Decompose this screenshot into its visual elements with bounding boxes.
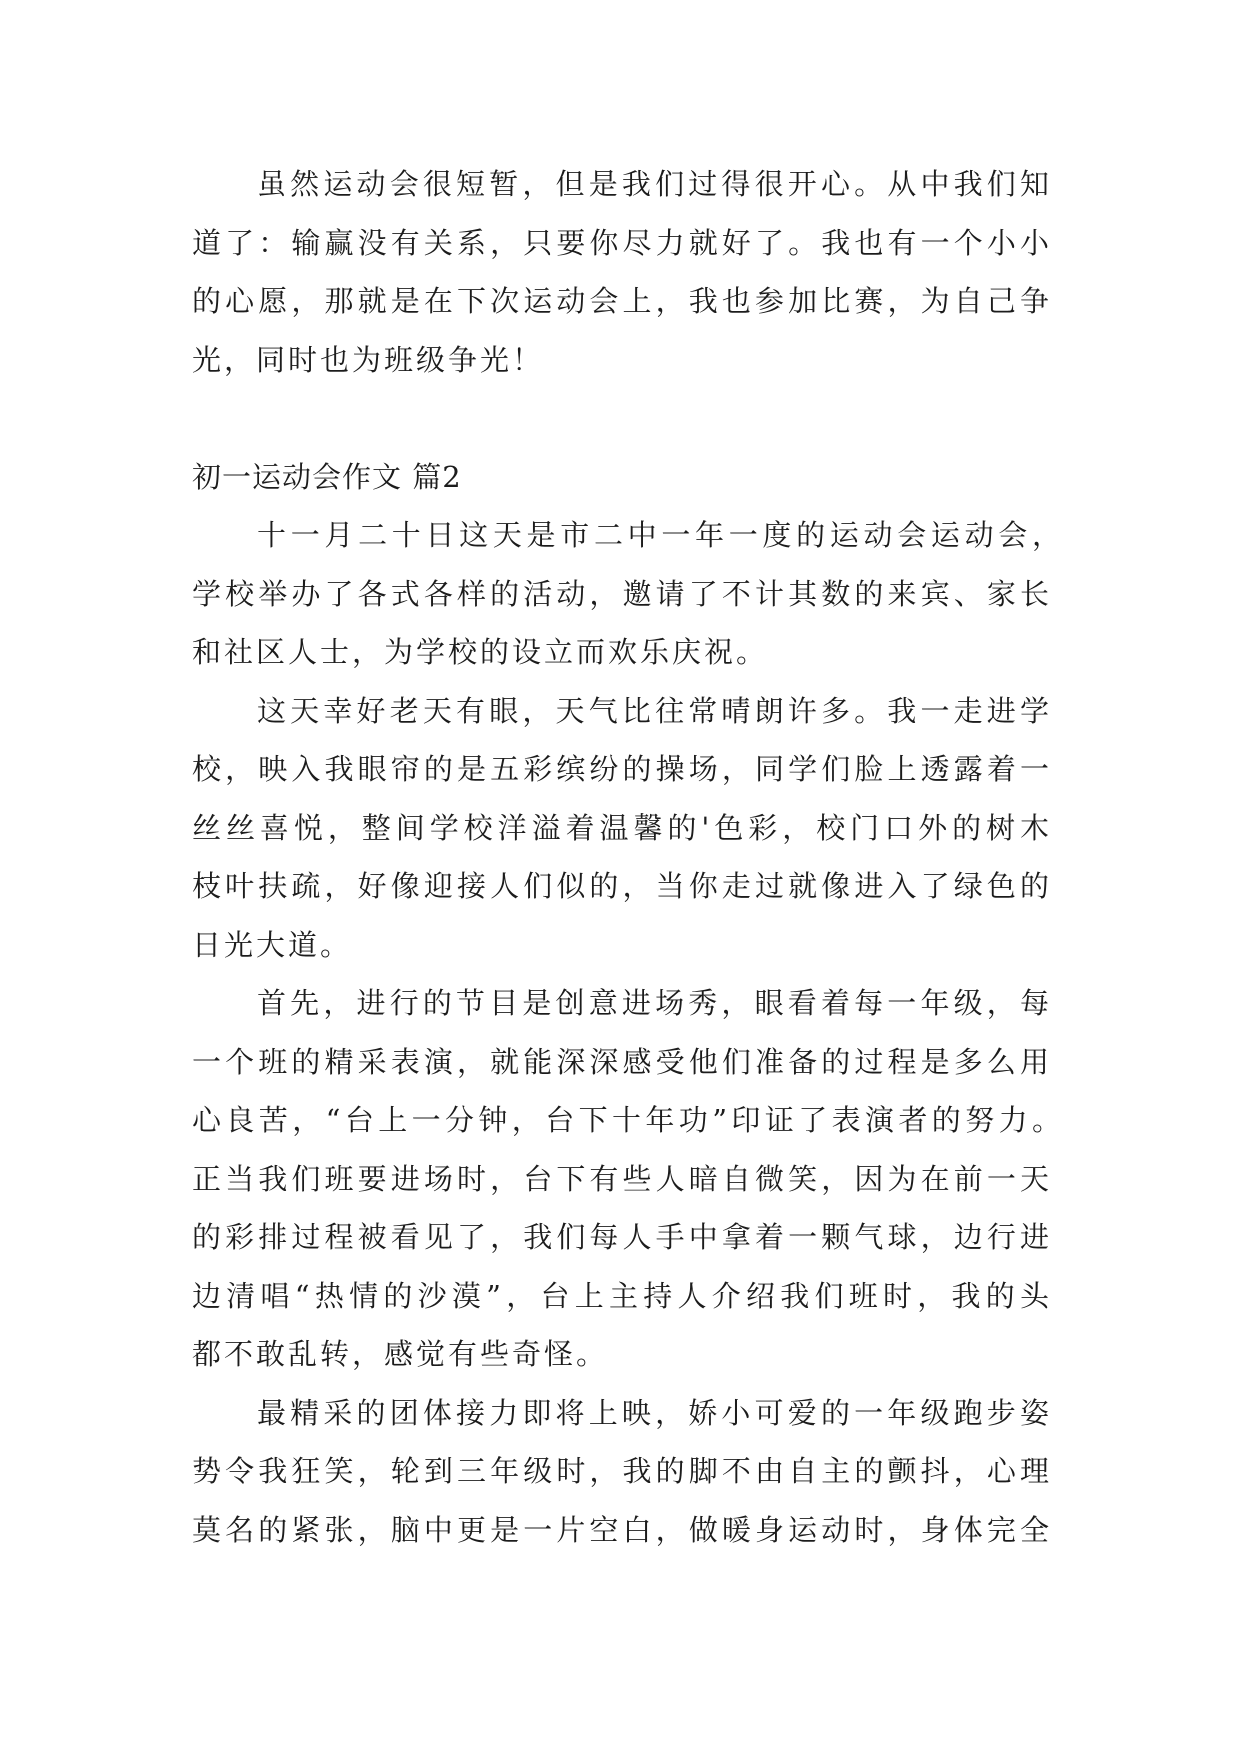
paragraph-line: 光，同时也为班级争光！: [192, 342, 545, 377]
paragraph-line: 边清唱“热情的沙漠”，台上主持人介绍我们班时，我的头: [192, 1278, 1049, 1313]
paragraph: [192, 1384, 1049, 1560]
paragraph-line: 枝叶扶疏，好像迎接人们似的，当你走过就像进入了绿色的: [192, 869, 1049, 903]
paragraph-line: 学校举办了各式各样的活动，邀请了不计其数的来宾、家长: [192, 576, 1049, 611]
paragraph-line: 一个班的精采表演，就能深深感受他们准备的过程是多么用: [192, 1044, 1049, 1079]
paragraph: [192, 506, 1061, 682]
paragraph-line: 这天幸好老天有眼，天气比往常晴朗许多。我一走进学: [257, 693, 1049, 728]
paragraph-line: 心良苦，“台上一分钟，台下十年功”印证了表演者的努力。: [192, 1103, 1061, 1137]
paragraph-line: 和社区人士，为学校的设立而欢乐庆祝。: [192, 635, 769, 669]
paragraph-line: 最精采的团体接力即将上映，娇小可爱的一年级跑步姿: [257, 1395, 1049, 1430]
paragraph-line: 丝丝喜悦，整间学校洋溢着温馨的'色彩，校门口外的树木: [192, 810, 1049, 845]
paragraph: [192, 682, 1049, 975]
paragraph-line: 首先，进行的节目是创意进场秀，眼看着每一年级，每: [257, 986, 1049, 1020]
paragraph-line: 虽然运动会很短暂，但是我们过得很开心。从中我们知: [257, 167, 1049, 201]
paragraph-line: 都不敢乱转，感觉有些奇怪。: [192, 1337, 609, 1371]
paragraph-line: 正当我们班要进场时，台下有些人暗自微笑，因为在前一天: [192, 1161, 1049, 1196]
paragraph-line: 校，映入我眼帘的是五彩缤纷的操场，同学们脸上透露着一: [192, 752, 1049, 786]
paragraph-line: 的彩排过程被看见了，我们每人手中拿着一颗气球，边行进: [192, 1220, 1049, 1254]
paragraph: [192, 155, 1049, 389]
paragraph-line: 日光大道。: [192, 927, 353, 962]
section-heading: 初一运动会作文 篇2: [192, 459, 462, 494]
paragraph-line: 十一月二十日这天是市二中一年一度的运动会运动会，: [257, 518, 1061, 552]
document-body: [192, 155, 1061, 1559]
blank-line: [192, 389, 1049, 448]
paragraph-line: 势令我狂笑，轮到三年级时，我的脚不由自主的颤抖，心理: [192, 1454, 1049, 1488]
paragraph-line: 的心愿，那就是在下次运动会上，我也参加比赛，为自己争: [192, 284, 1049, 318]
paragraph: [192, 974, 1061, 1384]
paragraph-line: 莫名的紧张，脑中更是一片空白，做暖身运动时，身体完全: [192, 1512, 1049, 1547]
paragraph-line: 道了：输赢没有关系，只要你尽力就好了。我也有一个小小: [192, 225, 1049, 260]
